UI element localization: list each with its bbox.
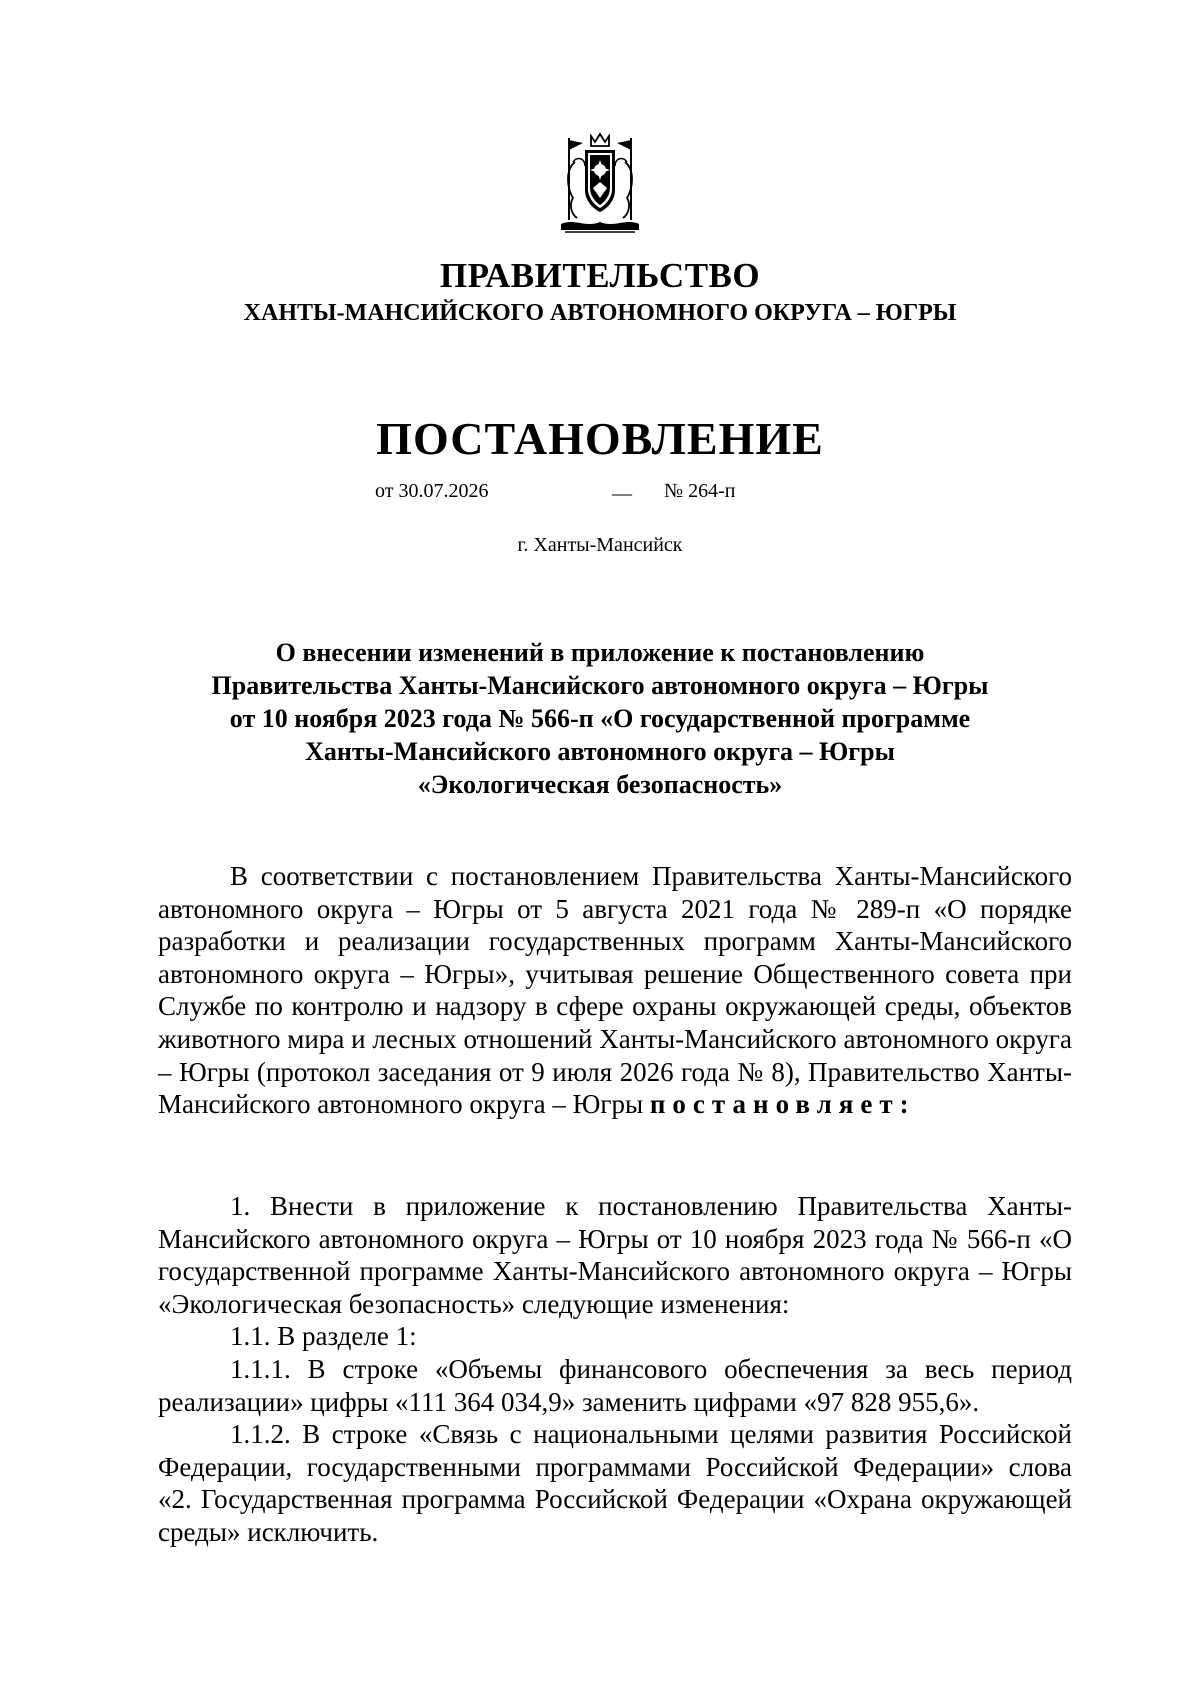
heading-line: Правительства Ханты-Мансийского автономного округа – Югры (211, 671, 989, 700)
preamble-text: В соответствии с постановлением Правительства Ханты-Мансийского автономного округа – Югры от 5 августа 2021 года № 289-п «О порядке разработки и реализации государственных программ Ханты-Мансийского автономного округа – Югры», учитывая решение Общественного совета при Службе по контролю и надзору в сфере охраны окружающей среды, объектов животного мира и лесных отношений Ханты-Мансийского автономного округа – Югры (протокол заседания от 9 июля 2026 года № 8), Правительство Ханты-Мансийского автономного округа – Югры (158, 861, 1072, 1120)
government-title: ПРАВИТЕЛЬСТВО (439, 256, 761, 295)
government-region: ХАНТЫ-МАНСИЙСКОГО АВТОНОМНОГО ОКРУГА – ЮГРЫ (243, 300, 957, 326)
document-date: от 30.07.2026 (375, 480, 489, 502)
items-block (158, 1190, 1072, 1549)
item-paragraph: 1.1.2. В строке «Связь с национальными целями развития Российской Федерации, государственными программами Российской Федерации» слова «2. Государственная программа Российской Федерации «Охрана окружающей среды» исключить. (158, 1419, 1072, 1547)
item-paragraph: 1. Внести в приложение к постановлению Правительства Ханты-Мансийского автономного округа – Югры от 10 ноября 2023 года № 566-п «О государственной программе Ханты-Мансийского автономного округа – Югры «Экологическая безопасность» следующие изменения: (158, 1191, 1072, 1319)
document-number: № 264-п (664, 480, 736, 502)
heading-line: «Экологическая безопасность» (417, 770, 783, 799)
coat-of-arms-icon (555, 132, 645, 237)
preamble-block (158, 860, 1072, 1121)
preamble-paragraph (158, 860, 1072, 1121)
item-paragraph: 1.1. В разделе 1: (230, 1321, 417, 1352)
resolves-word: постановляет: (649, 1089, 916, 1120)
document-type: ПОСТАНОВЛЕНИЕ (376, 413, 824, 464)
heading-line: от 10 ноября 2023 года № 566-п «О государственной программе (229, 704, 971, 733)
heading-line: О внесении изменений в приложение к постановлению (275, 638, 925, 667)
blank-field: __ (612, 476, 632, 498)
city: г. Ханты-Мансийск (517, 534, 683, 556)
heading-line: Ханты-Мансийского автономного округа – Югры (305, 737, 895, 766)
document-heading (0, 636, 1200, 801)
item-paragraph: 1.1.1. В строке «Объемы финансового обеспечения за весь период реализации» цифры «111 364 034,9» заменить цифрами «97 828 955,6». (158, 1353, 1072, 1417)
